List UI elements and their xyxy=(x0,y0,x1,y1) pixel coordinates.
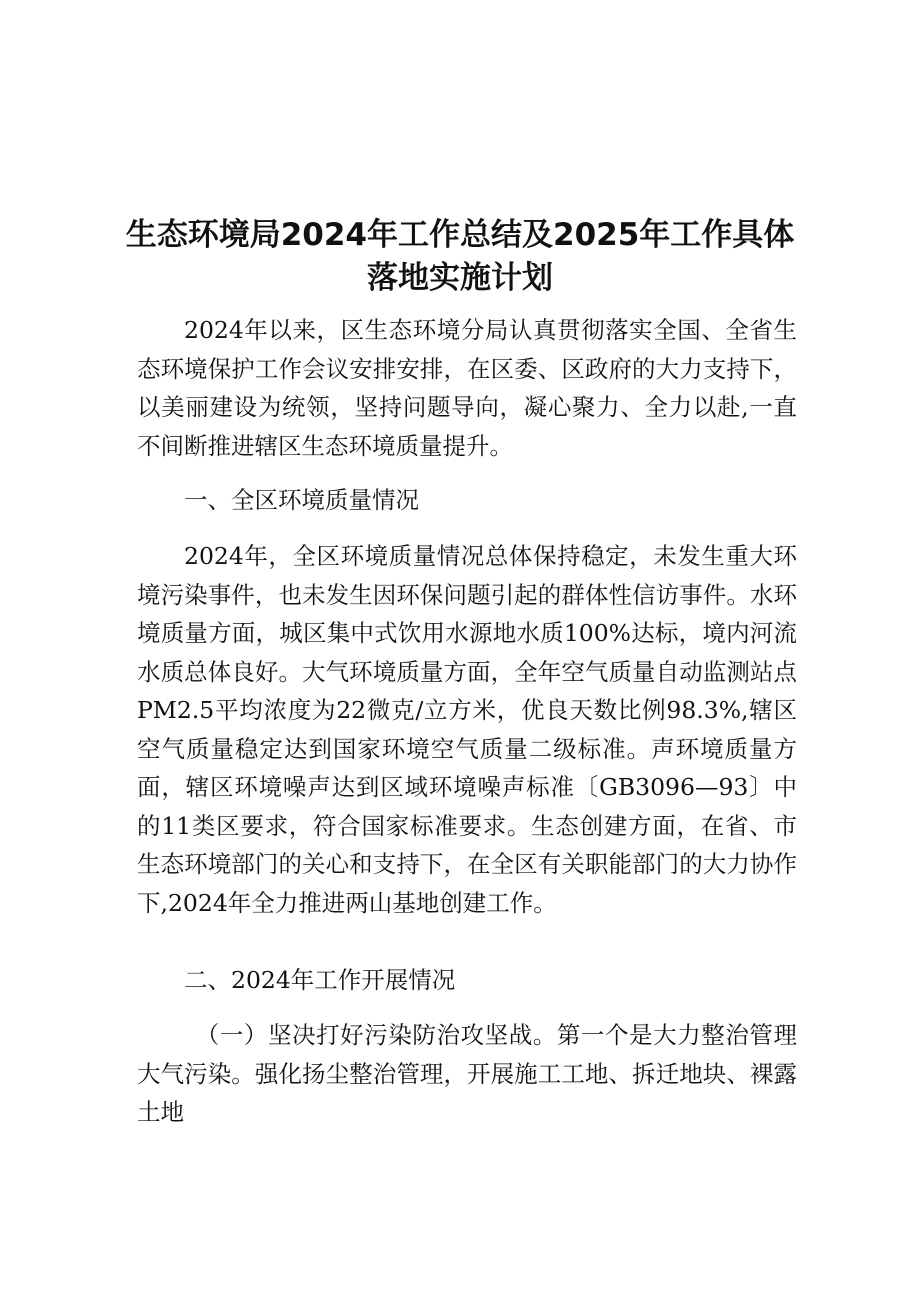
section-heading-1: 一、全区环境质量情况 xyxy=(184,486,419,514)
pollution-control-paragraph: （一）坚决打好污染防治攻坚战。第一个是大力整治管理大气污染。强化扬尘整治管理，开展施工工地、拆迁地块、裸露土地 xyxy=(137,1021,797,1126)
document-title: 生态环境局2024年工作总结及2025年工作具体落地实施计划 xyxy=(125,217,795,296)
section-heading-2: 二、2024年工作开展情况 xyxy=(184,966,456,994)
intro-paragraph: 2024年以来，区生态环境分局认真贯彻落实全国、全省生态环境保护工作会议安排安排，在区委、区政府的大力支持下，以美丽建设为统领，坚持问题导向，凝心聚力、全力以赴,一直不间断推进辖区生态环境质量提升。 xyxy=(137,316,797,460)
environment-quality-paragraph: 2024年，全区环境质量情况总体保持稳定，未发生重大环境污染事件，也未发生因环保问题引起的群体性信访事件。水环境质量方面，城区集中式饮用水源地水质100%达标，境内河流水质总体良好。大气环境质量方面，全年空气质量自动监测站点PM2.5平均浓度为22微克/立方米，优良天数比例98.3%,辖区空气质量稳定达到国家环境空气质量二级标准。声环境质量方面，辖区环境噪声达到区域环境噪声标准〔GB3096—93〕中的11类区要求，符合国家标准要求。生态创建方面，在省、市生态环境部门的关心和支持下，在全区有关职能部门的大力协作下,2024年全力推进两山基地创建工作。 xyxy=(137,542,797,917)
